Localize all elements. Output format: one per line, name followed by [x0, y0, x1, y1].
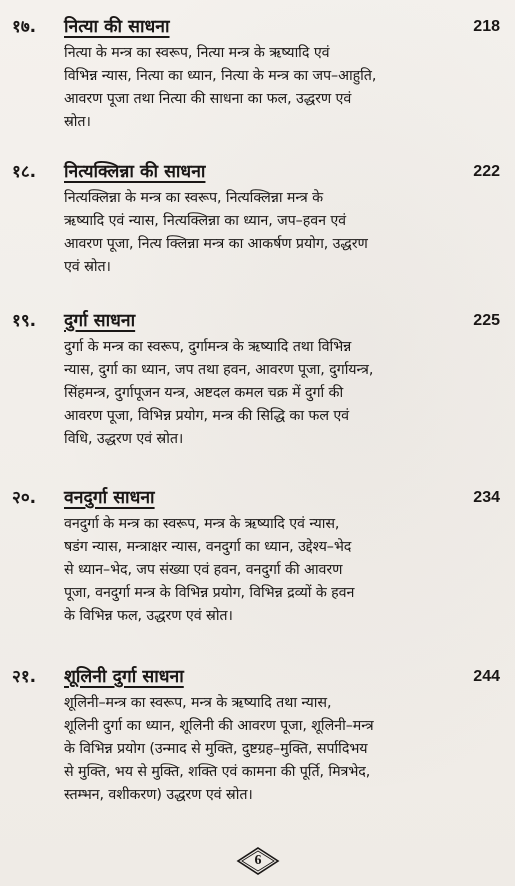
- entry-title: दुर्गा साधना: [64, 311, 136, 331]
- description-line: शूलिनी दुर्गा का ध्यान, शूलिनी की आवरण पूजा, शूलिनी–मन्त्र: [64, 718, 374, 734]
- toc-entry: [12, 306, 500, 451]
- description-line: ऋष्यादि एवं न्यास, नित्यक्लिन्ना का ध्यान, जप–हवन एवं: [64, 213, 347, 229]
- description-line: के विभिन्न प्रयोग (उन्माद से मुक्ति, दुष्टग्रह–मुक्ति, सर्पादिभय: [64, 741, 368, 757]
- description-line: दुर्गा के मन्त्र का स्वरूप, दुर्गामन्त्र के ऋष्यादि तथा विभिन्न: [64, 339, 352, 355]
- page-number: 6: [254, 853, 262, 868]
- description-line: के विभिन्न फल, उद्धरण एवं स्रोत।: [64, 608, 233, 624]
- entry-number: १७.: [12, 17, 37, 37]
- page-number-badge: [236, 846, 280, 876]
- description-line: से ध्यान–भेद, जप संख्या एवं हवन, वनदुर्गा की आवरण: [64, 562, 343, 578]
- entry-title: नित्यक्लिन्ना की साधना: [64, 162, 206, 182]
- entry-number: १९.: [12, 311, 37, 331]
- description-line: पूजा, वनदुर्गा मन्त्र के विभिन्न प्रयोग, विभिन्न द्रव्यों के हवन: [64, 585, 355, 601]
- entry-description: [64, 336, 500, 451]
- entry-page-number: 234: [473, 489, 500, 506]
- description-line: नित्या के मन्त्र का स्वरूप, नित्या मन्त्र के ऋष्यादि एवं: [64, 45, 330, 61]
- entry-number: २०.: [12, 488, 37, 508]
- description-line: स्तम्भन, वशीकरण) उद्धरण एवं स्रोत।: [64, 787, 253, 803]
- entry-description: [64, 513, 500, 628]
- toc-entry: [12, 157, 500, 279]
- entry-number: १८.: [12, 162, 37, 182]
- description-line: न्यास, दुर्गा का ध्यान, जप तथा हवन, आवरण पूजा, दुर्गायन्त्र,: [64, 362, 374, 378]
- description-line: से मुक्ति, भय से मुक्ति, शक्ति एवं कामना की पूर्ति, मित्रभेद,: [64, 764, 371, 780]
- description-line: विभिन्न न्यास, नित्या का ध्यान, नित्या के मन्त्र का जप–आहुति,: [64, 68, 377, 84]
- entry-page-number: 244: [473, 668, 500, 685]
- entry-number: २१.: [12, 667, 37, 687]
- description-line: विधि, उद्धरण एवं स्रोत।: [64, 431, 184, 447]
- entry-title: वनदुर्गा साधना: [64, 488, 155, 508]
- entry-page-number: 222: [473, 163, 500, 180]
- description-line: एवं स्रोत।: [64, 259, 111, 275]
- entry-description: [64, 187, 500, 279]
- entry-title: नित्या की साधना: [64, 17, 170, 37]
- description-line: आवरण पूजा, नित्य क्लिन्ना मन्त्र का आकर्षण प्रयोग, उद्धरण: [64, 236, 368, 252]
- toc-entry: [12, 12, 500, 134]
- toc-entry: [12, 662, 500, 807]
- description-line: आवरण पूजा, विभिन्न प्रयोग, मन्त्र की सिद्धि का फल एवं: [64, 408, 350, 424]
- description-line: वनदुर्गा के मन्त्र का स्वरूप, मन्त्र के ऋष्यादि एवं न्यास,: [64, 516, 340, 532]
- description-line: नित्यक्लिन्ना के मन्त्र का स्वरूप, नित्यक्लिन्ना मन्त्र के: [64, 190, 324, 206]
- description-line: शूलिनी–मन्त्र का स्वरूप, मन्त्र के ऋष्यादि तथा न्यास,: [64, 695, 332, 711]
- entry-page-number: 218: [473, 18, 500, 35]
- entry-description: [64, 692, 500, 807]
- entry-description: [64, 42, 500, 134]
- description-line: षडंग न्यास, मन्त्राक्षर न्यास, वनदुर्गा का ध्यान, उद्देश्य–भेद: [64, 539, 352, 555]
- description-line: आवरण पूजा तथा नित्या की साधना का फल, उद्धरण एवं: [64, 91, 352, 107]
- entry-title: शूलिनी दुर्गा साधना: [64, 667, 184, 687]
- toc-entry: [12, 483, 500, 628]
- description-line: सिंहमन्त्र, दुर्गापूजन यन्त्र, अष्टदल कमल चक्र में दुर्गा की: [64, 385, 344, 401]
- entry-page-number: 225: [473, 312, 500, 329]
- description-line: स्रोत।: [64, 114, 91, 130]
